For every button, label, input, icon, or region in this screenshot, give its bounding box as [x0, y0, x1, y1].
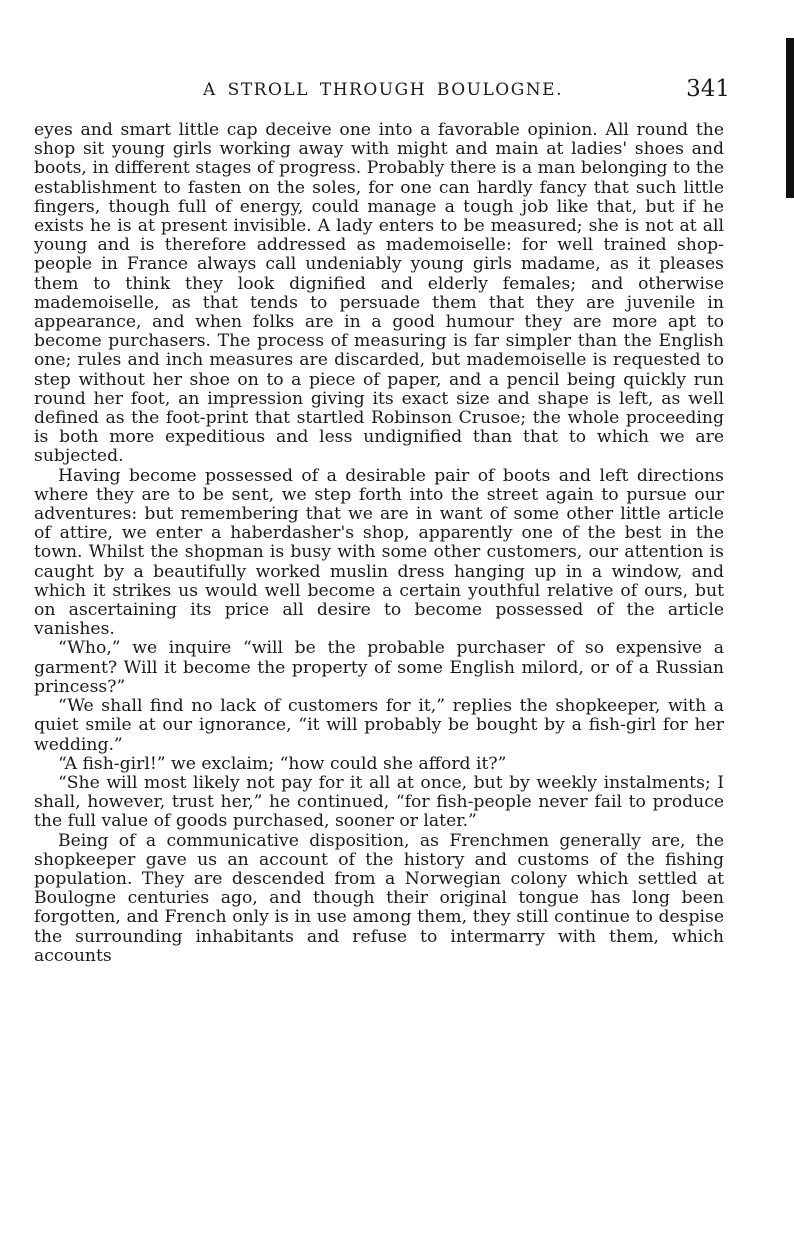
paragraph: “A fish-girl!” we exclaim; “how could she afford it?” [58, 753, 507, 774]
paragraph: “She will most likely not pay for it all at once, but by weekly instalments; I shall, however, trust her,” he continued, “for fish-people never fail to produce the full value of goods purchased, sooner or later.” [34, 772, 724, 832]
paragraph: “Who,” we inquire “will be the probable purchaser of so expensive a garment? Will it become the property of some English milord, or of a Russian princess?” [34, 638, 724, 697]
paragraph: “We shall find no lack of customers for it,” replies the shopkeeper, with a quiet smile at our ignorance, “it will probably be bought by a fish-girl for her wedding.” [34, 696, 724, 755]
paragraph: Being of a communicative disposition, as Frenchmen generally are, the shopkeeper gave us an account of the history and customs of the fishing population. They are descended from a Norwegian colony which settled at Boulogne centuries ago, and though their original tongue has long been forgotten, and French only is in use among them, they still continue to despise the surrounding inhabitants and refuse to intermarry with them, which accounts [34, 830, 724, 966]
paragraph: Having become possessed of a desirable pair of boots and left directions where they are to be sent, we step forth into the street again to pursue our adventures: but remembering that we are in want of some other little article of attire, we enter a haberdasher's shop, apparently one of the best in the town. Whilst the shopman is busy with some other customers, our attention is caught by a beautifully worked muslin dress hanging up in a window, and which it strikes us would well become a certain youthful relative of ours, but on ascertaining its price all desire to become possessed of the article vanishes. [34, 465, 724, 640]
running-title: A STROLL THROUGH BOULOGNE. [203, 80, 563, 100]
page-header [40, 76, 730, 106]
page-edge-rule [786, 38, 794, 198]
paragraph: eyes and smart little cap deceive one into a favorable opinion. All round the shop sit young girls working away with might and main at ladies' shoes and boots, in different stages of progress. Probably there is a man belonging to the establishment to fasten on the soles, for one can hardly fancy that such little fingers, though full of energy, could manage a tough job like that, but if he exists he is at present invisible. A lady enters to be measured; she is not at all young and is therefore addressed as mademoiselle: for well trained shop-people in France always call undeniably young girls madame, as it pleases them to think they look dignified and elderly females; and otherwise mademoiselle, as that tends to persuade them that they are juvenile in appearance, and when folks are in a good humour they are more apt to become purchasers. The process of measuring is far simpler than the English one; rules and inch measures are discarded, but mademoiselle is requested to step without her shoe on to a piece of paper, and a pencil being quickly run round her foot, an impression giving its exact size and shape is left, as well defined as the foot-print that startled Robinson Crusoe; the whole proceeding is both more expeditious and less undignified than that to which we are subjected. [34, 120, 724, 467]
body-text [34, 121, 724, 966]
page-number: 341 [686, 76, 730, 102]
